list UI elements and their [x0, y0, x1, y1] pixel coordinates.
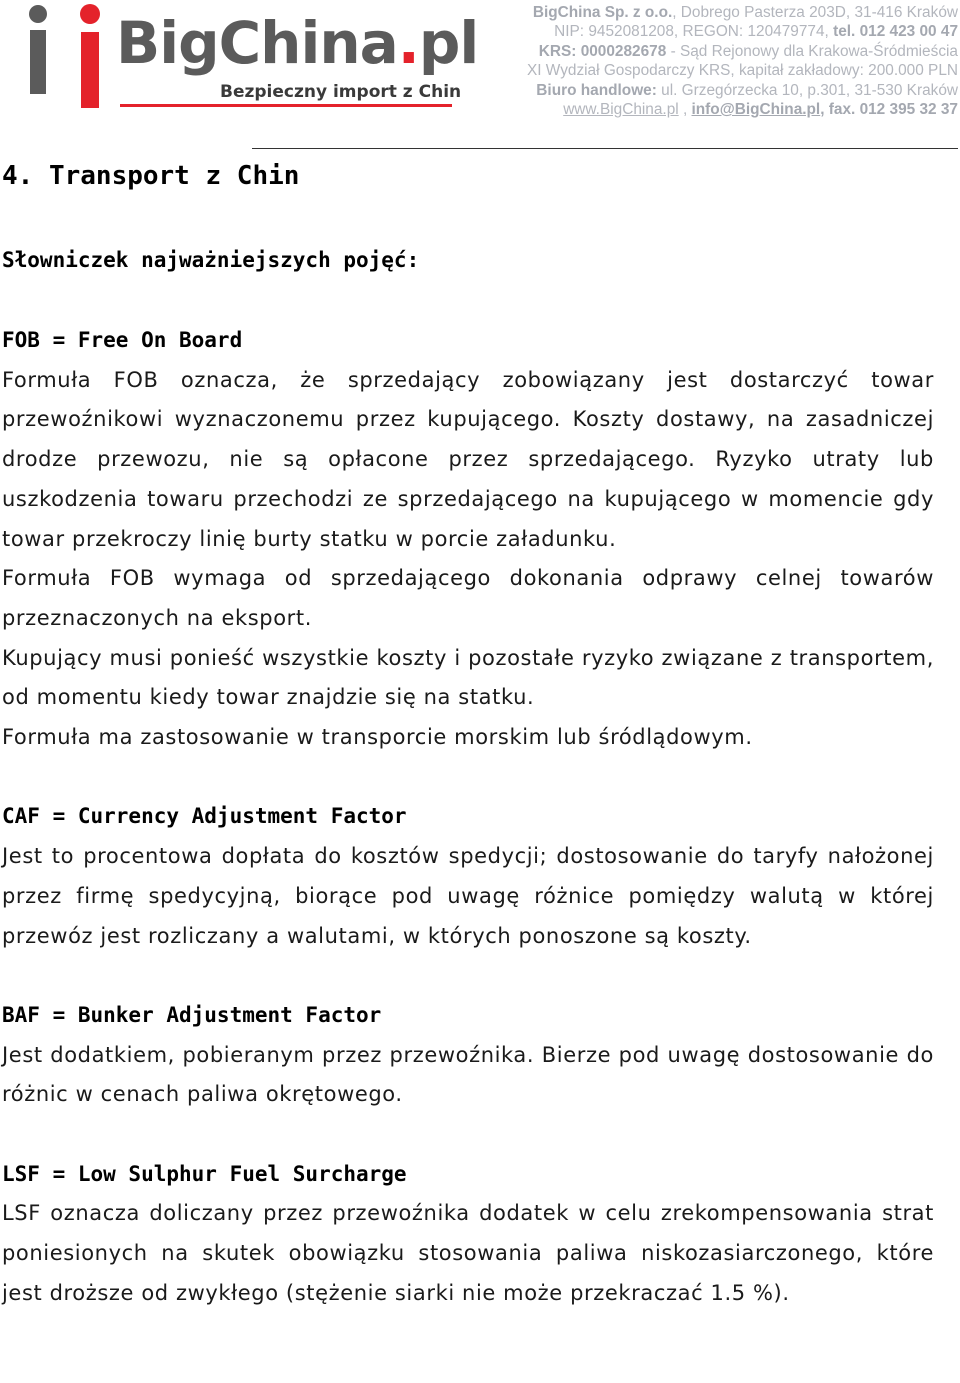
page-title: 4. Transport z Chin — [2, 161, 300, 191]
fob-paragraph-2: Formuła FOB wymaga od sprzedającego dokonania odprawy celnej towarów przeznaczonych na eksport. — [2, 566, 934, 630]
company-line-6: www.BigChina.pl , info@BigChina.pl, fax. 012 395 32 37 — [563, 101, 958, 119]
lsf-paragraph: LSF oznacza doliczany przez przewoźnika dodatek w celu zrekompensowania strat poniesionych na skutek obowiązku stosowania paliwa niskozasiarczonego, które jest droższe od zwykłego (stężenie siarki nie może przekraczać 1.5 %). — [2, 1201, 934, 1305]
caf-paragraph: Jest to procentowa dopłata do kosztów spedycji; dostosowanie do taryfy nałożonej przez firmę spedycyjną, biorące pod uwagę różnice pomiędzy walutą w której przewóz jest rozliczany a walutami, w których ponoszone są koszty. — [2, 844, 934, 948]
logo-underline — [120, 104, 452, 107]
company-line-2: NIP: 9452081208, REGON: 120479774, tel. 012 423 00 47 — [554, 23, 958, 41]
document-body — [2, 158, 934, 1314]
fob-paragraph-3: Kupujący musi ponieść wszystkie koszty i pozostałe ryzyko związane z transportem, od momentu kiedy towar znajdzie się na statku. — [2, 645, 934, 710]
company-line-3: KRS: 0000282678 - Sąd Rejonowy dla Krakowa-Śródmieścia — [538, 42, 958, 60]
term-fob: FOB = Free On Board — [2, 328, 243, 352]
term-caf: CAF = Currency Adjustment Factor — [2, 804, 407, 829]
logo-wordmark: BigChina.pl — [116, 9, 479, 77]
company-line-4: XI Wydział Gospodarczy KRS, kapitał zakładowy: 200.000 PLN — [526, 62, 958, 80]
company-details — [508, 3, 958, 119]
logo-mark-icon — [24, 2, 114, 112]
page-header — [0, 0, 960, 140]
fob-paragraph-1: Formuła FOB oznacza, że sprzedający zobowiązany jest dostarczyć towar przewoźnikowi wyznaczonemu przez kupującego. Koszty dostawy, na zasadniczej drodze przewozu, nie są opłacone przez sprzedającego. Ryzyko utraty lub uszkodzenia towaru przechodzi ze sprzedającego na kupującego w momencie gdy towar przekroczy linię burty statku w porcie załadunku. — [2, 367, 934, 551]
term-lsf: LSF = Low Sulphur Fuel Surcharge — [2, 1161, 407, 1186]
website-link[interactable]: www.BigChina.pl — [563, 101, 679, 119]
term-baf: BAF = Bunker Adjustment Factor — [2, 1002, 382, 1027]
bigchina-logo — [24, 2, 484, 112]
company-line-1: BigChina Sp. z o.o., Dobrego Pasterza 203D, 31-416 Kraków — [532, 4, 958, 21]
email-link[interactable]: info@BigChina.pl — [691, 101, 821, 119]
glossary-heading: Słowniczek najważniejszych pojęć: — [2, 248, 420, 272]
header-divider — [252, 148, 958, 149]
fob-paragraph-4: Formuła ma zastosowanie w transporcie morskim lub śródlądowym. — [2, 725, 753, 750]
logo-tagline: Bezpieczny import z Chin — [220, 82, 462, 102]
baf-paragraph: Jest dodatkiem, pobieranym przez przewoźnika. Bierze pod uwagę dostosowanie do różnic w cenach paliwa okrętowego. — [2, 1042, 934, 1107]
company-line-5: Biuro handlowe: ul. Grzegórzecka 10, p.301, 31-530 Kraków — [536, 81, 958, 99]
